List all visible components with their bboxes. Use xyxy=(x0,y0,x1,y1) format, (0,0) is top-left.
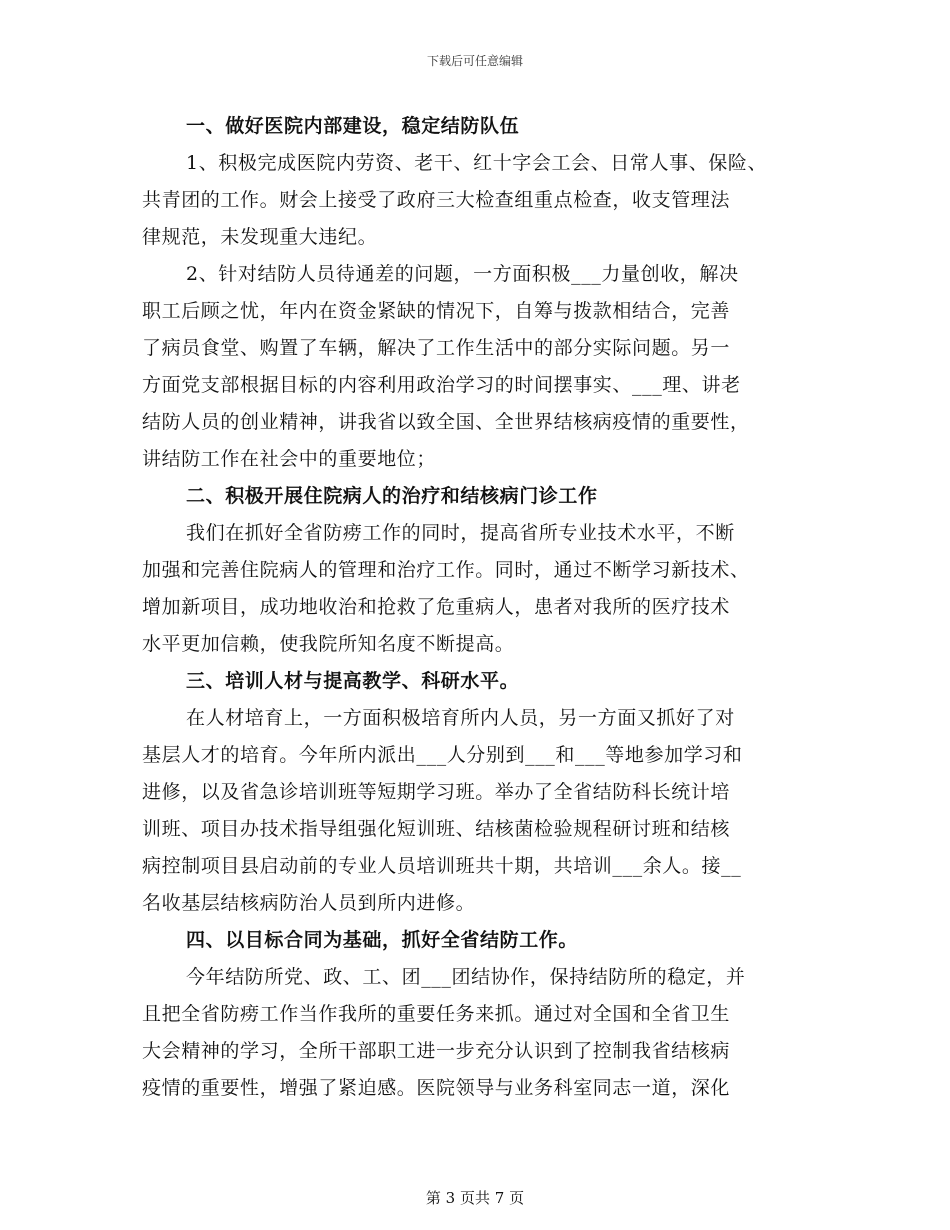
paragraph-line: 加强和完善住院病人的管理和治疗工作。同时，通过不断学习新技术、 xyxy=(142,559,750,581)
paragraph-line: 名收基层结核病防治人员到所内进修。 xyxy=(142,892,476,914)
paragraph-line: 基层人才的培育。今年所内派出___人分别到___和___等地参加学习和 xyxy=(142,744,743,766)
section-heading: 三、培训人材与提高教学、科研水平。 xyxy=(186,670,520,692)
paragraph-line: 讲结防工作在社会中的重要地位； xyxy=(142,448,437,470)
paragraph-line: 且把全省防痨工作当作我所的重要任务来抓。通过对全国和全省卫生 xyxy=(142,1003,731,1025)
paragraph-line: 共青团的工作。财会上接受了政府三大检查组重点检查，收支管理法 xyxy=(142,189,731,211)
paragraph-line: 职工后顾之忧，年内在资金紧缺的情况下，自筹与拨款相结合，完善 xyxy=(142,300,731,322)
paragraph-line: 水平更加信赖，使我院所知名度不断提高。 xyxy=(142,633,515,655)
page-number: 第 3 页共 7 页 xyxy=(425,1189,525,1207)
paragraph-line: 1、积极完成医院内劳资、老干、红十字会工会、日常人事、保险、 xyxy=(186,152,768,174)
paragraph-line: 了病员食堂、购置了车辆，解决了工作生活中的部分实际问题。另一 xyxy=(142,337,731,359)
section-heading: 四、以目标合同为基础，抓好全省结防工作。 xyxy=(186,929,579,951)
paragraph-line: 增加新项目，成功地收治和抢救了危重病人，患者对我所的医疗技术 xyxy=(142,596,731,618)
paragraph-line: 我们在抓好全省防痨工作的同时，提高省所专业技术水平，不断 xyxy=(186,522,735,544)
paragraph-line: 进修，以及省急诊培训班等短期学习班。举办了全省结防科长统计培 xyxy=(142,781,731,803)
paragraph-line: 病控制项目县启动前的专业人员培训班共十期，共培训___余人。接__ xyxy=(142,855,742,877)
paragraph-line: 方面党支部根据目标的内容利用政治学习的时间摆事实、___理、讲老 xyxy=(142,374,741,396)
paragraph-line: 今年结防所党、政、工、团___团结协作，保持结防所的稳定，并 xyxy=(186,966,746,988)
section-heading: 二、积极开展住院病人的治疗和结核病门诊工作 xyxy=(186,485,598,507)
paragraph-line: 大会精神的学习，全所干部职工进一步充分认识到了控制我省结核病 xyxy=(142,1040,731,1062)
paragraph-line: 结防人员的创业精神，讲我省以致全国、全世界结核病疫情的重要性， xyxy=(142,411,750,433)
section-heading: 一、做好医院内部建设，稳定结防队伍 xyxy=(186,115,520,137)
page-header-note: 下载后可任意编辑 xyxy=(426,54,523,68)
paragraph-line: 在人材培育上，一方面积极培育所内人员，另一方面又抓好了对 xyxy=(186,707,735,729)
paragraph-line: 2、针对结防人员待通差的问题，一方面积极___力量创收，解决 xyxy=(186,263,739,285)
paragraph-line: 疫情的重要性，增强了紧迫感。医院领导与业务科室同志一道，深化 xyxy=(142,1077,731,1099)
paragraph-line: 律规范，未发现重大违纪。 xyxy=(142,226,378,248)
paragraph-line: 训班、项目办技术指导组强化短训班、结核菌检验规程研讨班和结核 xyxy=(142,818,731,840)
document-body xyxy=(142,108,818,1107)
